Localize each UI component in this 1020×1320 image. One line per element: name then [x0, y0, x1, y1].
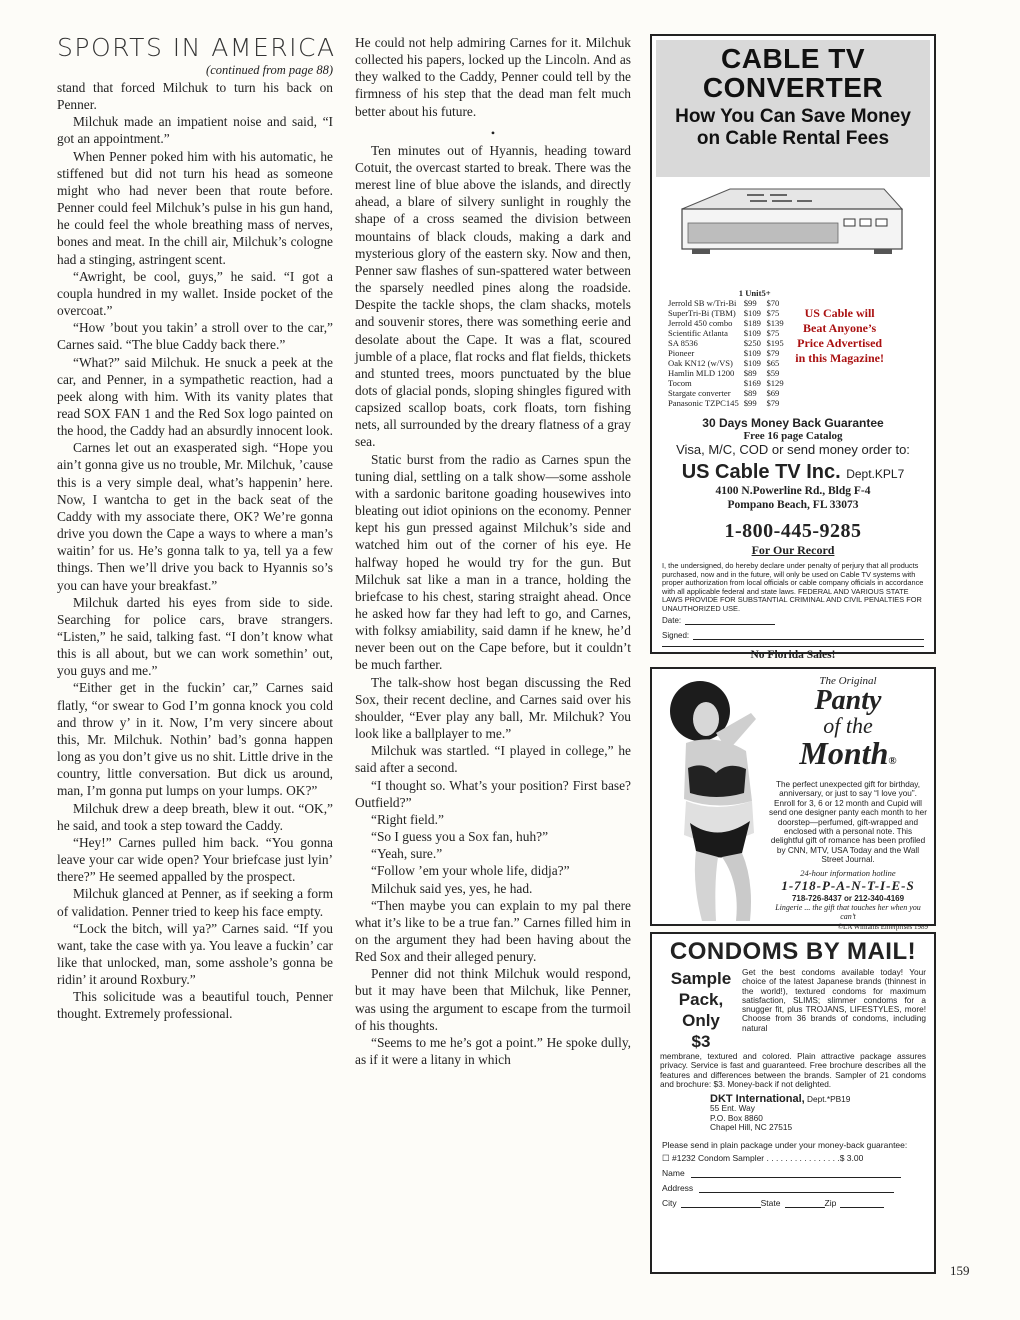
- price-model: Pioneer: [668, 348, 695, 358]
- price-1unit: $109: [743, 328, 761, 338]
- address-line: Pompano Beach, FL 33073: [727, 499, 859, 511]
- beat-price-promo: US Cable will Beat Anyone’s Price Advertised in this Magazine!: [795, 306, 884, 365]
- continued-note: (continued from page 88): [206, 63, 333, 77]
- price-1unit: $99: [743, 298, 757, 308]
- price-1unit: $89: [743, 368, 757, 378]
- price-row: [668, 298, 784, 308]
- price-row: [668, 308, 784, 318]
- dkt-dept: Dept.*PB19: [807, 1094, 851, 1105]
- order-item-label: #1232 Condom Sampler . . . . . . . . . . . . . . . .$ 3.00: [672, 1153, 864, 1164]
- panty-copyright: ©LA Williams Enterprises 1989: [837, 922, 928, 931]
- signed-line: [693, 631, 924, 640]
- price-row: [668, 388, 784, 398]
- story-paragraph: “Lock the bitch, will ya?” Carnes said. “If you want, take the case with ya. You leave a fuckin’ car like that unlocked, man, some asshole’s gonna be ridin’ it around Roxbury.”: [57, 920, 333, 988]
- price-list: [652, 288, 934, 408]
- price-model: Scientific Atlanta: [668, 328, 728, 338]
- price-model: Panasonic TZPC145: [668, 398, 739, 408]
- price-1unit: $250: [743, 338, 761, 348]
- story-paragraph: Milchuk was startled. “I played in college,” he said after a second.: [355, 743, 631, 776]
- cable-ad-header: [656, 40, 930, 177]
- story-paragraph: Carnes let out an exasperated sigh. “Hope you ain’t gonna give us no trouble, Mr. Milchuk, ’cause this is a very simple deal, what’s happenin’ here. Now, I wantcha to get in the back seat of the Caddy with my associate there, OK? We’re gonna drive you down the Cape a ways to where a man’s waitin’ for us. He’s gonna talk to ya, tell ya a few things. Then we’ll drive you back to Hyannis so’s you can have your breakfast.”: [57, 440, 333, 593]
- cable-ad-title-line: CONVERTER: [702, 72, 884, 103]
- story-paragraph: “Awright, be cool, guys,” he said. “I got a coupla hundred in my wallet. Inside pocket of the overcoat.”: [57, 268, 333, 319]
- condoms-by-mail-ad: [650, 932, 936, 1274]
- order-form: [662, 1140, 924, 1208]
- cable-ad-title-line: CABLE TV: [721, 43, 865, 74]
- price-col-model: [668, 288, 739, 298]
- no-florida-sales: No Florida Sales!: [662, 646, 924, 661]
- story-paragraph: When Penner poked him with his automatic, he stiffened but did not turn his head as someone might who had never been that route before. Penner could feel Milchuk’s pulse in his gun hand, he could feel the whole breathing mass of nerves, bones and meat. In the chill air, Milchuk’s cologne had a stinging, astringent scent.: [57, 148, 333, 267]
- panty-word: Panty: [814, 685, 882, 716]
- story-paragraph: He could not help admiring Carnes for it. Milchuk collected his papers, locked up the Lincoln. And as they walked to the Caddy, Penner could tell by the firmness of his step that the dead man felt much better about his future.: [355, 35, 631, 119]
- price-1unit: $109: [743, 348, 761, 358]
- converter-box-image: [652, 181, 934, 286]
- condom-ad-top: [660, 968, 926, 1052]
- story-paragraph: “Right field.”: [371, 811, 444, 827]
- story-paragraph: “I thought so. What’s your position? First base? Outfield?”: [355, 777, 631, 810]
- panty-ad-copy: [768, 675, 928, 931]
- offer-line: Sample: [670, 969, 732, 988]
- registered-mark: ®: [888, 755, 897, 767]
- city-label: City: [662, 1198, 677, 1209]
- story-paragraph: Milchuk said yes, yes, he had.: [371, 880, 533, 896]
- address-line: 4100 N.Powerline Rd., Bldg F-4: [715, 485, 871, 497]
- story-paragraph: The talk-show host began discussing the Red Sox, their recent decline, and Carnes said over his shoulder, “Ever play any ball, Mr. Milchuk? You look like a ballplayer to me.”: [355, 674, 631, 742]
- price-col-1unit: 1 Unit: [738, 288, 762, 298]
- story-paragraph: “Then maybe you can explain to my pal there what it’s like to be a true fan.” Carnes filled him in on the argument they had been having about the Red Sox and their alleged penury.: [355, 897, 631, 965]
- original-label: The Original: [819, 675, 877, 687]
- cable-ad-subtitle: [656, 106, 930, 150]
- month-word: [768, 737, 928, 777]
- address-label: Address: [662, 1183, 694, 1194]
- price-1unit: $89: [743, 388, 757, 398]
- order-checkbox[interactable]: ☐: [662, 1153, 670, 1164]
- cable-tv-ad: [650, 34, 936, 661]
- company-dept: Dept.KPL7: [846, 467, 905, 481]
- hotline-label: 24-hour information hotline: [800, 867, 896, 878]
- price-5plus: $139: [766, 318, 784, 328]
- condom-ad-intro: Get the best condoms available today! Your choice of the latest Japanese brands (thinnest in the world!), textured condoms for maximum satisfaction, SLIMS; slimmer condoms for a snugger fit, plus TROJANS, LIFESTYLES, more! Choose from 36 brands of condoms, including natural: [742, 967, 926, 1033]
- price-model: Oak KN12 (w/VS): [668, 358, 733, 368]
- story-paragraph: “Follow ’em your whole life, didja?”: [371, 863, 570, 879]
- story-paragraph: Milchuk darted his eyes from side to side. Searching for police cars, brave strangers. “Listen,” he said, talking fast. “I don’t know what this is all about, but we can work somethin’ out, you guys and me.”: [57, 594, 333, 679]
- price-5plus: $59: [766, 368, 780, 378]
- panty-ad-body: The perfect unexpected gift for birthday, anniversary, or just to say “I love you”. Enroll for 3, 6 or 12 month and Cupid will send one designer panty each month to her doorstep—perfumed, gift-wrapped and enclosed with a personal note. This delightful gift of romance has been profiled by CNN, MTV, USA Today and the Wall Street Journal.: [769, 780, 927, 865]
- story-paragraph: Milchuk drew a deep breath, blew it out. “OK,” he said, and took a step toward the Caddy.: [57, 800, 333, 833]
- zip-label: Zip: [824, 1198, 837, 1209]
- price-1unit: $109: [743, 308, 761, 318]
- price-row: [668, 368, 784, 378]
- address-line: [699, 1184, 894, 1193]
- of-the-words: of the: [823, 713, 873, 738]
- story-paragraph: “Either get in the fuckin’ car,” Carnes said flatly, “or swear to God I’m gonna knock you cold and throw y’ in it. Now, I’m very sincere about this, Mr. Milchuk. Nothin’ bad’s gonna happen long as you don’t give us no shit. Little drive in the country, little conversation. But dick us around, man, I’m gonna put lumps on your lumps. OK?”: [57, 680, 333, 799]
- price-model: SuperTri-Bi (TBM): [668, 308, 736, 318]
- story-paragraph: stand that forced Milchuk to turn his back on Penner.: [57, 80, 333, 113]
- condom-ad-title: CONDOMS BY MAIL!: [669, 938, 917, 965]
- name-line: [691, 1169, 901, 1178]
- cable-ad-title: [656, 40, 930, 102]
- price-table: [668, 288, 784, 408]
- panties-phone: 1-718-P-A-N-T-I-E-S: [781, 877, 915, 893]
- date-label: Date:: [662, 615, 682, 625]
- price-5plus: $75: [766, 328, 780, 338]
- cable-ad-subtitle-line: How You Can Save Money: [675, 106, 911, 127]
- story-paragraph: “So I guess you a Sox fan, huh?”: [371, 829, 549, 845]
- story-paragraph: Milchuk made an impatient noise and said, “I got an appointment.”: [57, 114, 333, 147]
- story-paragraph: Penner did not think Milchuk would respond, but it may have been that Milchuk, like Penner, was using the argument to escape from the turmoil of his thoughts.: [355, 966, 631, 1033]
- price-model: Stargate converter: [668, 388, 731, 398]
- converter-box-icon: [652, 181, 934, 286]
- dkt-address-line: 55 Ent. Way: [710, 1103, 755, 1114]
- story-paragraph: Static burst from the radio as Carnes spun the tuning dial, settling on a talk show—some asshole with a sardonic baritone goading housewives into bleating out idiot opinions on the economy. Penner kept his gun pressed against Milchuk’s side and watched him out of the corner of his eye. He halfway hoped he would try for the gun. But Milchuk sat like a man in a trance, holding the briefcase to his chest, staring straight ahead. Once he asked how far they had left to go, and Carnes, with folksy amiability, said damn if he knew, he’d never been out on the Cape before, but it couldn’t be much farther.: [355, 451, 631, 673]
- state-line: [785, 1199, 825, 1208]
- name-label: Name: [662, 1168, 685, 1179]
- address-field[interactable]: [662, 1183, 924, 1193]
- price-1unit: $169: [743, 378, 761, 388]
- price-5plus: $69: [766, 388, 780, 398]
- section-title: SPORTS IN AMERICA: [57, 33, 336, 62]
- month-word-text: Month: [799, 735, 889, 771]
- model-illustration-icon: [656, 673, 786, 923]
- company-name: [652, 461, 934, 484]
- price-5plus: $70: [766, 298, 780, 308]
- price-row: [668, 318, 784, 328]
- state-label: State: [760, 1198, 781, 1209]
- lingerie-tagline: Lingerie ... the gift that touches her when you can’t: [775, 902, 921, 921]
- date-line: [685, 616, 775, 625]
- city-line: [681, 1199, 761, 1208]
- dkt-address-line: P.O. Box 8860: [710, 1112, 763, 1123]
- story-column-1: [57, 33, 336, 1023]
- dkt-company: DKT International,: [710, 1093, 805, 1106]
- price-row: [668, 358, 784, 368]
- company-address: [652, 484, 934, 512]
- company-name-text: US Cable TV Inc.: [681, 461, 841, 483]
- price-col-5plus: 5+: [761, 288, 771, 298]
- payment-methods: Visa, M/C, COD or send money order to:: [676, 442, 910, 457]
- price-5plus: $79: [766, 348, 780, 358]
- offer-line: Pack,: [678, 990, 724, 1009]
- story-paragraph: Milchuk glanced at Penner, as if seeking a form of validation. Penner tried to keep his face empty.: [57, 886, 333, 919]
- cable-ad-subtitle-line: on Cable Rental Fees: [696, 128, 890, 149]
- story-paragraph: “Seems to me he’s got a point.” He spoke dully, as if it were a litany in which: [355, 1034, 631, 1068]
- price-row: [668, 328, 784, 338]
- free-catalog: Free 16 page Catalog: [743, 430, 843, 442]
- price-5plus: $129: [766, 378, 784, 388]
- price-model: SA 8536: [668, 338, 698, 348]
- price-model: Jerrold SB w/Tri-Bi: [668, 298, 737, 308]
- condom-ad-body: membrane, textured and colored. Plain attractive package assures privacy. Service is fast and guaranteed. Free brochure describes all the features and differences between the brands. Sampler of 21 condoms and brochure: $3. Money-back if not delighted.: [660, 1051, 926, 1089]
- price-row: [668, 348, 784, 358]
- section-break-bullet: •: [490, 125, 496, 140]
- signed-label: Signed:: [662, 630, 690, 640]
- legal-declaration: I, the undersigned, do hereby declare under penalty of perjury that all products purchased, now and in the future, will only be used on Cable TV systems with proper authorization from local officials or cable company officials in accordance with all applicable federal and state laws. FEDERAL AND VARIOUS STATE LAWS PROVIDE FOR SUBSTANTIAL CRIMINAL AND CIVIL PENALTIES FOR UNAUTHORIZED USE.: [662, 561, 924, 613]
- name-field[interactable]: [662, 1168, 924, 1178]
- panties-phone-numbers: 718-726-8437 or 212-340-4169: [791, 893, 905, 903]
- price-row: [668, 398, 784, 408]
- price-model: Tocom: [668, 378, 692, 388]
- dkt-address: [710, 1095, 934, 1132]
- dkt-address-line: Chapel Hill, NC 27515: [710, 1122, 793, 1133]
- page-number: 159: [950, 1263, 970, 1278]
- city-state-zip-field[interactable]: [662, 1198, 924, 1208]
- story-paragraph: Ten minutes out of Hyannis, heading toward Cotuit, the overcast started to break. There was the merest line of blue above the islands, and directly ahead, a blare of silvery sunlight in roughly the shape of a cross seamed the division between mountains of black clouds, making a dark and mysterious glory of the eastern sky. Now and then, Penner saw flashes of sun-spattered water between the sparsely needled pines along the roadside. Despite the tackle shops, the clam shacks, motels and souvenir stores, there was something eerie and desolate about the Cape. It was a flat, scoured jumble of a place, flat rocks and flat fields, thickets and stunted trees, moors punctuated by the blue dots of glacial ponds, sloping shingles figured with capsized scallop boats, cork floats, torn fishing nets, all surrounded by the dreary flatness of a gray sea.: [355, 142, 631, 450]
- cable-phone-number: 1-800-445-9285: [724, 520, 862, 542]
- money-back-guarantee: 30 Days Money Back Guarantee: [702, 416, 884, 430]
- price-5plus: $79: [766, 398, 780, 408]
- price-row: [668, 378, 784, 388]
- panty-of-the-month-ad: [650, 667, 936, 931]
- price-1unit: $99: [743, 398, 757, 408]
- offer-price: $3: [691, 1032, 711, 1051]
- story-paragraph: This solicitude was a beautiful touch, Penner thought. Extremely professional.: [57, 989, 333, 1022]
- price-1unit: $109: [743, 358, 761, 368]
- price-model: Jerrold 450 combo: [668, 318, 733, 328]
- order-form-intro: Please send in plain package under your money-back guarantee:: [662, 1140, 908, 1151]
- price-model: Hamlin MLD 1200: [668, 368, 735, 378]
- story-paragraph: “What?” said Milchuk. He snuck a peek at the car, and Penner, in a sympathetic reaction, had a peek along with him. With its vanity plates that read SOX FAN 1 and the Red Sox logo painted on the hood, the Caddy had an absurdly innocent look.: [57, 354, 333, 439]
- model-photo: [656, 673, 786, 923]
- story-paragraph: “Yeah, sure.”: [371, 846, 443, 862]
- zip-line: [840, 1199, 884, 1208]
- story-paragraph: “Hey!” Carnes pulled him back. “You gonna leave your car wide open? Your briefcase just lyin’ there?” He seemed appalled by the prospect.: [57, 834, 333, 885]
- sample-pack-offer: [660, 968, 742, 1052]
- date-field[interactable]: [662, 616, 924, 625]
- order-item-row[interactable]: [662, 1153, 924, 1163]
- offer-line: Only: [682, 1011, 720, 1030]
- price-5plus: $75: [766, 308, 780, 318]
- for-our-record: For Our Record: [751, 543, 835, 557]
- price-row: [668, 338, 784, 348]
- price-5plus: $195: [766, 338, 784, 348]
- price-5plus: $65: [766, 358, 780, 368]
- price-1unit: $189: [743, 318, 761, 328]
- signed-field[interactable]: [662, 631, 924, 640]
- story-paragraph: “How ’bout you takin’ a stroll over to the car,” Carnes said. “The blue Caddy back there.”: [57, 320, 333, 353]
- story-column-2: [355, 34, 631, 1068]
